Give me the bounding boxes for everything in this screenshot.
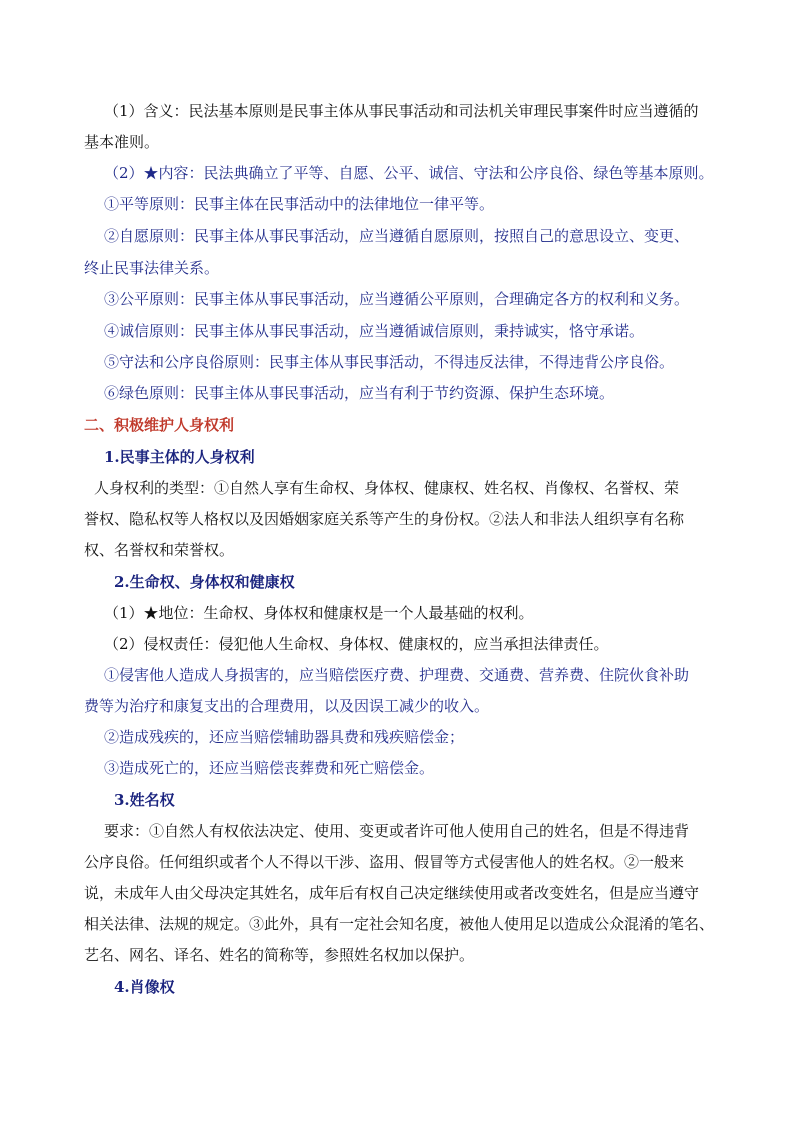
section-heading: 二、积极维护人身权利 [84,416,235,434]
principle-voluntary-line2: 终止民事法律关系。 [84,259,220,277]
principle-equality: ①平等原则：民事主体在民事活动中的法律地位一律平等。 [104,195,495,213]
subheading-name-right: 3.姓名权 [114,791,175,809]
name-right-line4: 相关法律、法规的规定。③此外，具有一定社会知名度，被他人使用足以造成公众混淆的笔名、 [84,915,715,933]
principle-good-faith: ④诚信原则：民事主体从事民事活动，应当遵循诚信原则，秉持诚实，恪守承诺。 [104,322,645,340]
tort-liability: （2）侵权责任：侵犯他人生命权、身体权、健康权的，应当承担法律责任。 [104,635,609,653]
personal-rights-line1: 人身权利的类型：①自然人享有生命权、身体权、健康权、姓名权、肖像权、名誉权、荣 [94,479,680,497]
subheading-personal-rights: 1.民事主体的人身权利 [104,448,255,466]
name-right-line3: 说，未成年人由父母决定其姓名，成年后有权自己决定继续使用或者改变姓名，但是应当遵守 [84,884,700,902]
death-damages: ③造成死亡的，还应当赔偿丧葬费和死亡赔偿金。 [104,759,435,777]
principle-voluntary-line1: ②自愿原则：民事主体从事民事活动，应当遵循自愿原则，按照自己的意思设立、变更、 [104,227,690,245]
damages-line1: ①侵害他人造成人身损害的，应当赔偿医疗费、护理费、交通费、营养费、住院伙食补助 [104,666,690,684]
principle-law-public-order: ⑤守法和公序良俗原则：民事主体从事民事活动，不得违反法律，不得违背公序良俗。 [104,353,675,371]
principle-fairness: ③公平原则：民事主体从事民事活动，应当遵循公平原则，合理确定各方的权利和义务。 [104,290,690,308]
paragraph-meaning-line1: （1）含义：民法基本原则是民事主体从事民事活动和司法机关审理民事案件时应当遵循的 [104,102,699,120]
life-status: （1）★地位：生命权、身体权和健康权是一个人最基础的权利。 [104,604,534,622]
disability-damages: ②造成残疾的，还应当赔偿辅助器具费和残疾赔偿金； [104,728,465,746]
name-right-line1: 要求：①自然人有权依法决定、使用、变更或者许可他人使用自己的姓名，但是不得违背 [104,822,690,840]
damages-line2: 费等为治疗和康复支出的合理费用，以及因误工减少的收入。 [84,697,490,715]
subheading-life-body-health: 2.生命权、身体权和健康权 [114,573,295,591]
personal-rights-line3: 权、名誉权和荣誉权。 [84,541,235,559]
principle-green: ⑥绿色原则：民事主体从事民事活动，应当有利于节约资源、保护生态环境。 [104,384,615,402]
name-right-line2: 公序良俗。任何组织或者个人不得以干涉、盗用、假冒等方式侵害他人的姓名权。②一般来 [84,853,685,871]
subheading-portrait-right: 4.肖像权 [114,978,175,996]
paragraph-content: （2）★内容：民法典确立了平等、自愿、公平、诚信、守法和公序良俗、绿色等基本原则。 [104,164,714,182]
name-right-line5: 艺名、网名、译名、姓名的简称等，参照姓名权加以保护。 [84,946,475,964]
paragraph-meaning-line2: 基本准则。 [84,133,160,151]
personal-rights-line2: 誉权、隐私权等人格权以及因婚姻家庭关系等产生的身份权。②法人和非法人组织享有名称 [84,510,685,528]
